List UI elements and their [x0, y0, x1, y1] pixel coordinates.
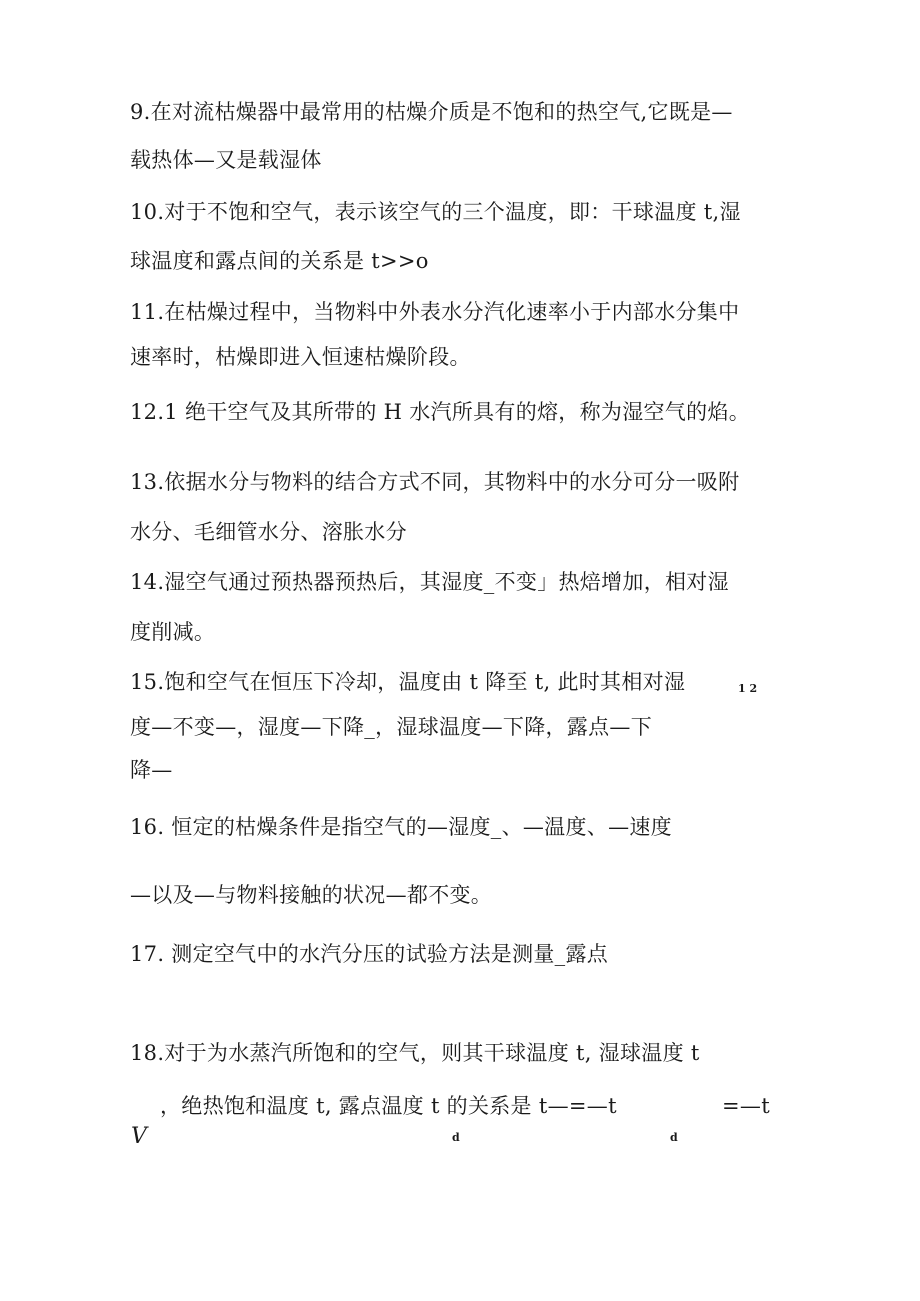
item-11-line-2: 速率时，枯燥即进入恒速枯燥阶段。 — [130, 345, 471, 369]
item-15-line-1 — [130, 669, 685, 695]
item-text: . 恒定的枯燥条件是指空气的—湿度_、—温度、—速度 — [157, 815, 672, 839]
item-11-line-1 — [130, 299, 739, 325]
item-text: . 测定空气中的水汽分压的试验方法是测量_露点 — [157, 942, 609, 966]
item-number: 12 — [130, 400, 158, 424]
item-number: 10 — [130, 200, 158, 224]
item-15-subscripts: 1 2 — [738, 682, 758, 695]
item-16-line-1 — [130, 814, 672, 840]
item-18-subscript-1: d — [452, 1131, 460, 1144]
item-18-italic-mark: V — [131, 1124, 148, 1149]
item-text: .对于不饱和空气，表示该空气的三个温度，即：干球温度 t,湿 — [157, 200, 741, 224]
item-12-line-1 — [130, 399, 750, 425]
item-13-line-1 — [130, 469, 739, 495]
item-number: 16 — [130, 815, 158, 839]
item-number: 17 — [130, 942, 158, 966]
item-10-line-2: 球温度和露点间的关系是 t>>o — [130, 249, 429, 273]
item-10-line-1 — [130, 199, 741, 225]
item-text: .依据水分与物料的结合方式不同，其物料中的水分可分一吸附 — [157, 470, 740, 494]
item-text: .1 绝干空气及其所带的 H 水汽所具有的熔，称为湿空气的焰。 — [157, 400, 751, 424]
item-text: .湿空气通过预热器预热后，其湿度_不变」热焙增加，相对湿 — [157, 570, 729, 594]
item-number: 13 — [130, 470, 158, 494]
item-15-line-3: 降— — [130, 758, 173, 782]
item-18-subscript-2: d — [670, 1131, 678, 1144]
item-9-line-1 — [130, 99, 733, 125]
item-number: 9 — [130, 100, 144, 124]
item-16-line-2: —以及—与物料接触的状况—都不变。 — [130, 883, 493, 907]
item-number: 18 — [130, 1041, 158, 1065]
item-14-line-1 — [130, 569, 729, 595]
item-17-line-1 — [130, 941, 608, 967]
item-number: 15 — [130, 670, 158, 694]
item-number: 11 — [130, 300, 158, 324]
item-14-line-2: 度削减。 — [130, 620, 216, 644]
item-18-line-2-tail: =—t — [722, 1094, 770, 1118]
item-number: 14 — [130, 570, 158, 594]
item-13-line-2: 水分、毛细管水分、溶胀水分 — [130, 520, 407, 544]
item-text: .在枯燥过程中，当物料中外表水分汽化速率小于内部水分集中 — [157, 300, 740, 324]
item-text: .对于为水蒸汽所饱和的空气，则其干球温度 t, 湿球温度 t — [157, 1041, 700, 1065]
item-18-line-2: ，绝热饱和温度 t, 露点温度 t 的关系是 t—=—t — [160, 1094, 617, 1118]
item-15-line-2: 度—不变—，湿度—下降_，湿球温度—下降，露点—下 — [130, 715, 652, 739]
item-9-line-2: 载热体—又是载湿体 — [130, 148, 322, 172]
item-text: .在对流枯燥器中最常用的枯燥介质是不饱和的热空气,它既是— — [143, 100, 733, 124]
item-text: .饱和空气在恒压下冷却，温度由 t 降至 t, 此时其相对湿 — [157, 670, 686, 694]
item-18-line-1 — [130, 1040, 700, 1066]
